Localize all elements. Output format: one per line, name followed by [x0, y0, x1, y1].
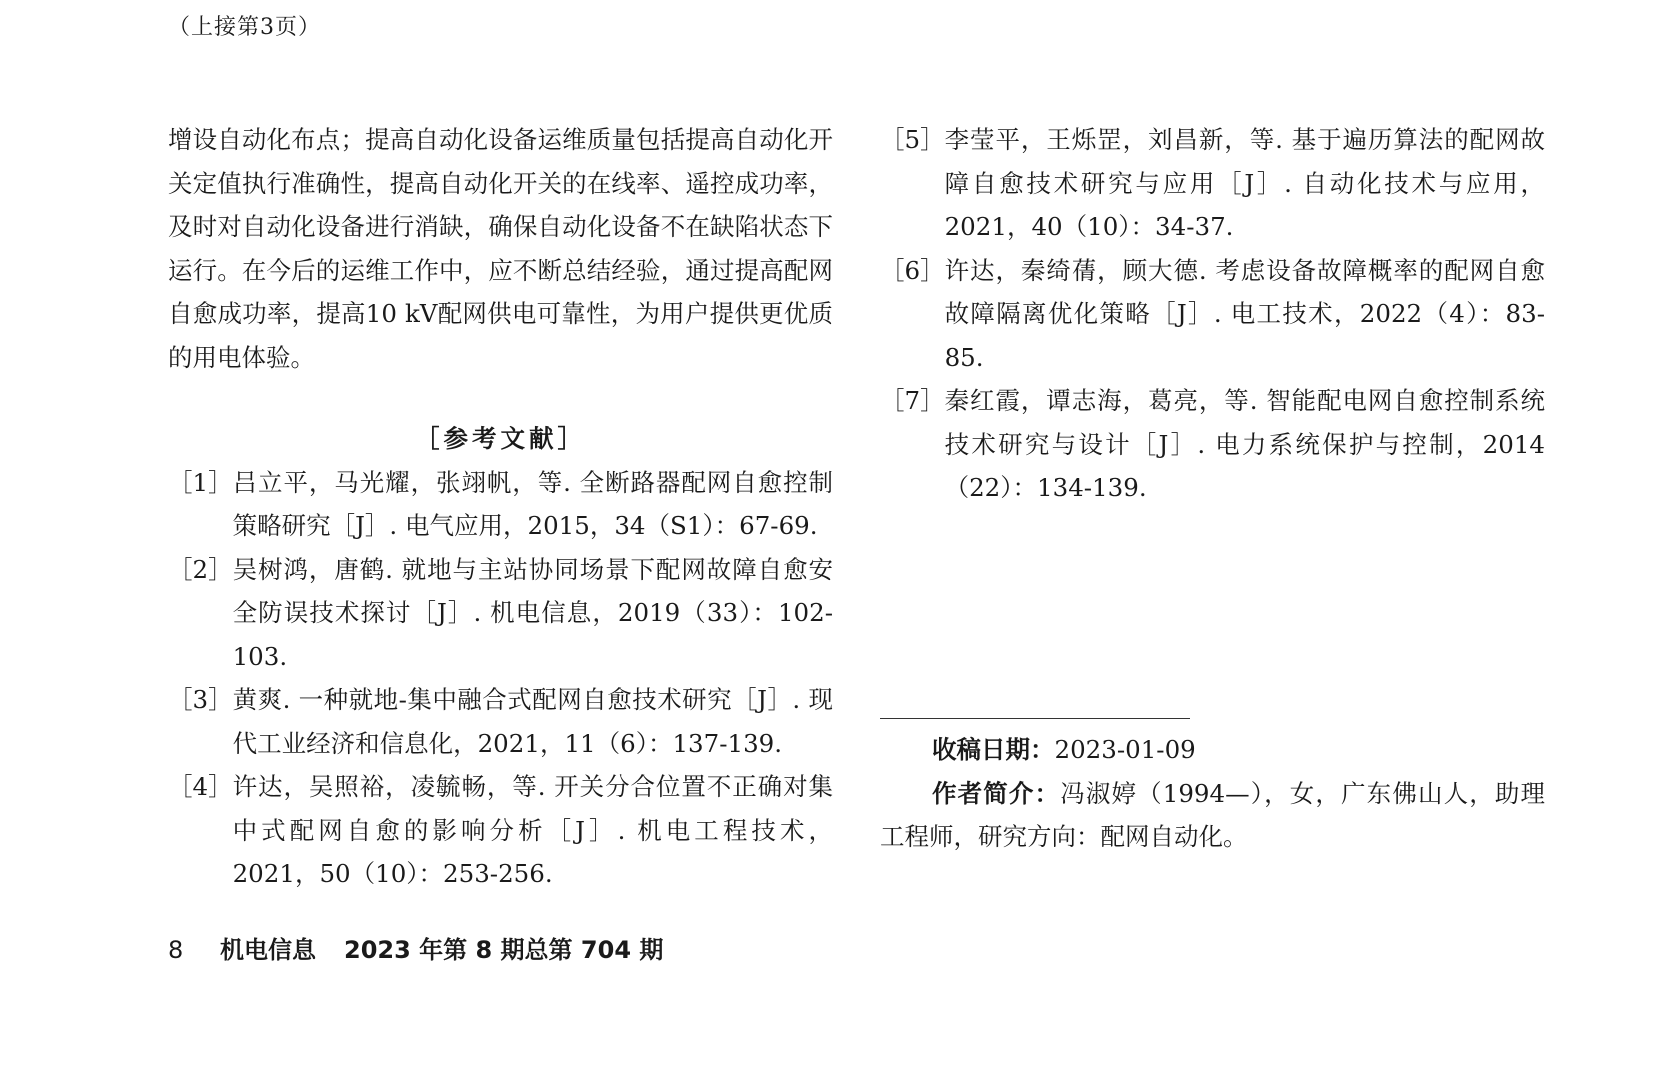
reference-text: 吴树鸿，唐鹤. 就地与主站协同场景下配网故障自愈安全防误技术探讨［J］. 机电信息，2019（33）：102-103. — [232, 554, 833, 671]
right-column — [880, 118, 1545, 510]
page-number: 8 — [168, 936, 184, 964]
reference-text: 许达，秦绮蒨，顾大德. 考虑设备故障概率的配网自愈故障隔离优化策略［J］. 电工技术，2022（4）：83-85. — [944, 255, 1545, 372]
author-bio-value: 冯淑婷（1994—），女，广东佛山人，助理工程师，研究方向：配网自动化。 — [880, 778, 1546, 851]
reference-text: 吕立平，马光耀，张翊帆，等. 全断路器配网自愈控制策略研究［J］. 电气应用，2015，34（S1）：67-69. — [232, 467, 833, 540]
reference-number: ［2］ — [168, 554, 233, 584]
left-column — [168, 118, 833, 896]
author-info — [880, 728, 1545, 859]
received-date-value: 2023-01-09 — [1054, 735, 1196, 764]
reference-number: ［4］ — [168, 772, 233, 801]
reference-number: ［5］ — [880, 125, 945, 154]
reference-number: ［6］ — [880, 255, 945, 285]
received-date — [880, 728, 1545, 772]
reference-item — [880, 118, 1545, 249]
author-bio-label: 作者简介： — [932, 778, 1061, 808]
reference-item — [880, 249, 1545, 380]
reference-item — [168, 548, 833, 679]
footnote-divider — [880, 718, 1190, 719]
reference-text: 许达，吴照裕，凌毓畅，等. 开关分合位置不正确对集中式配网自愈的影响分析［J］. 机电工程技术，2021，50（10）：253-256. — [232, 772, 833, 888]
reference-number: ［3］ — [168, 685, 233, 714]
reference-item — [168, 765, 833, 896]
references-title: ［参考文献］ — [415, 424, 586, 453]
reference-item — [168, 678, 833, 765]
reference-text: 秦红霞，谭志海，葛亮，等. 智能配电网自愈控制系统技术研究与设计［J］. 电力系统保护与控制，2014（22）：134-139. — [944, 386, 1545, 502]
body-paragraph: 增设自动化布点；提高自动化设备运维质量包括提高自动化开关定值执行准确性，提高自动化开关的在线率、遥控成功率，及时对自动化设备进行消缺，确保自动化设备不在缺陷状态下运行。在今后的运维工作中，应不断总结经验，通过提高配网自愈成功率，提高10 kV配网供电可靠性，为用户提供更优质的用电体验。 — [168, 125, 833, 372]
reference-text: 黄爽. 一种就地-集中融合式配网自愈技术研究［J］. 现代工业经济和信息化，2021，11（6）：137-139. — [232, 685, 833, 758]
reference-item — [168, 461, 833, 548]
reference-list-left — [168, 461, 833, 896]
reference-list-right — [880, 118, 1545, 510]
continuation-note: （上接第3页） — [168, 15, 321, 40]
reference-number: ［1］ — [168, 467, 233, 497]
issue-info: 2023 年第 8 期总第 704 期 — [344, 936, 664, 964]
author-bio — [880, 772, 1545, 859]
received-date-label: 收稿日期： — [932, 735, 1055, 764]
reference-number: ［7］ — [880, 386, 945, 415]
journal-name: 机电信息 — [220, 936, 316, 964]
page-footer — [168, 930, 663, 965]
reference-text: 李莹平，王烁罡，刘昌新，等. 基于遍历算法的配网故障自愈技术研究与应用［J］. 自动化技术与应用，2021，40（10）：34-37. — [944, 125, 1545, 241]
reference-item — [880, 379, 1545, 510]
